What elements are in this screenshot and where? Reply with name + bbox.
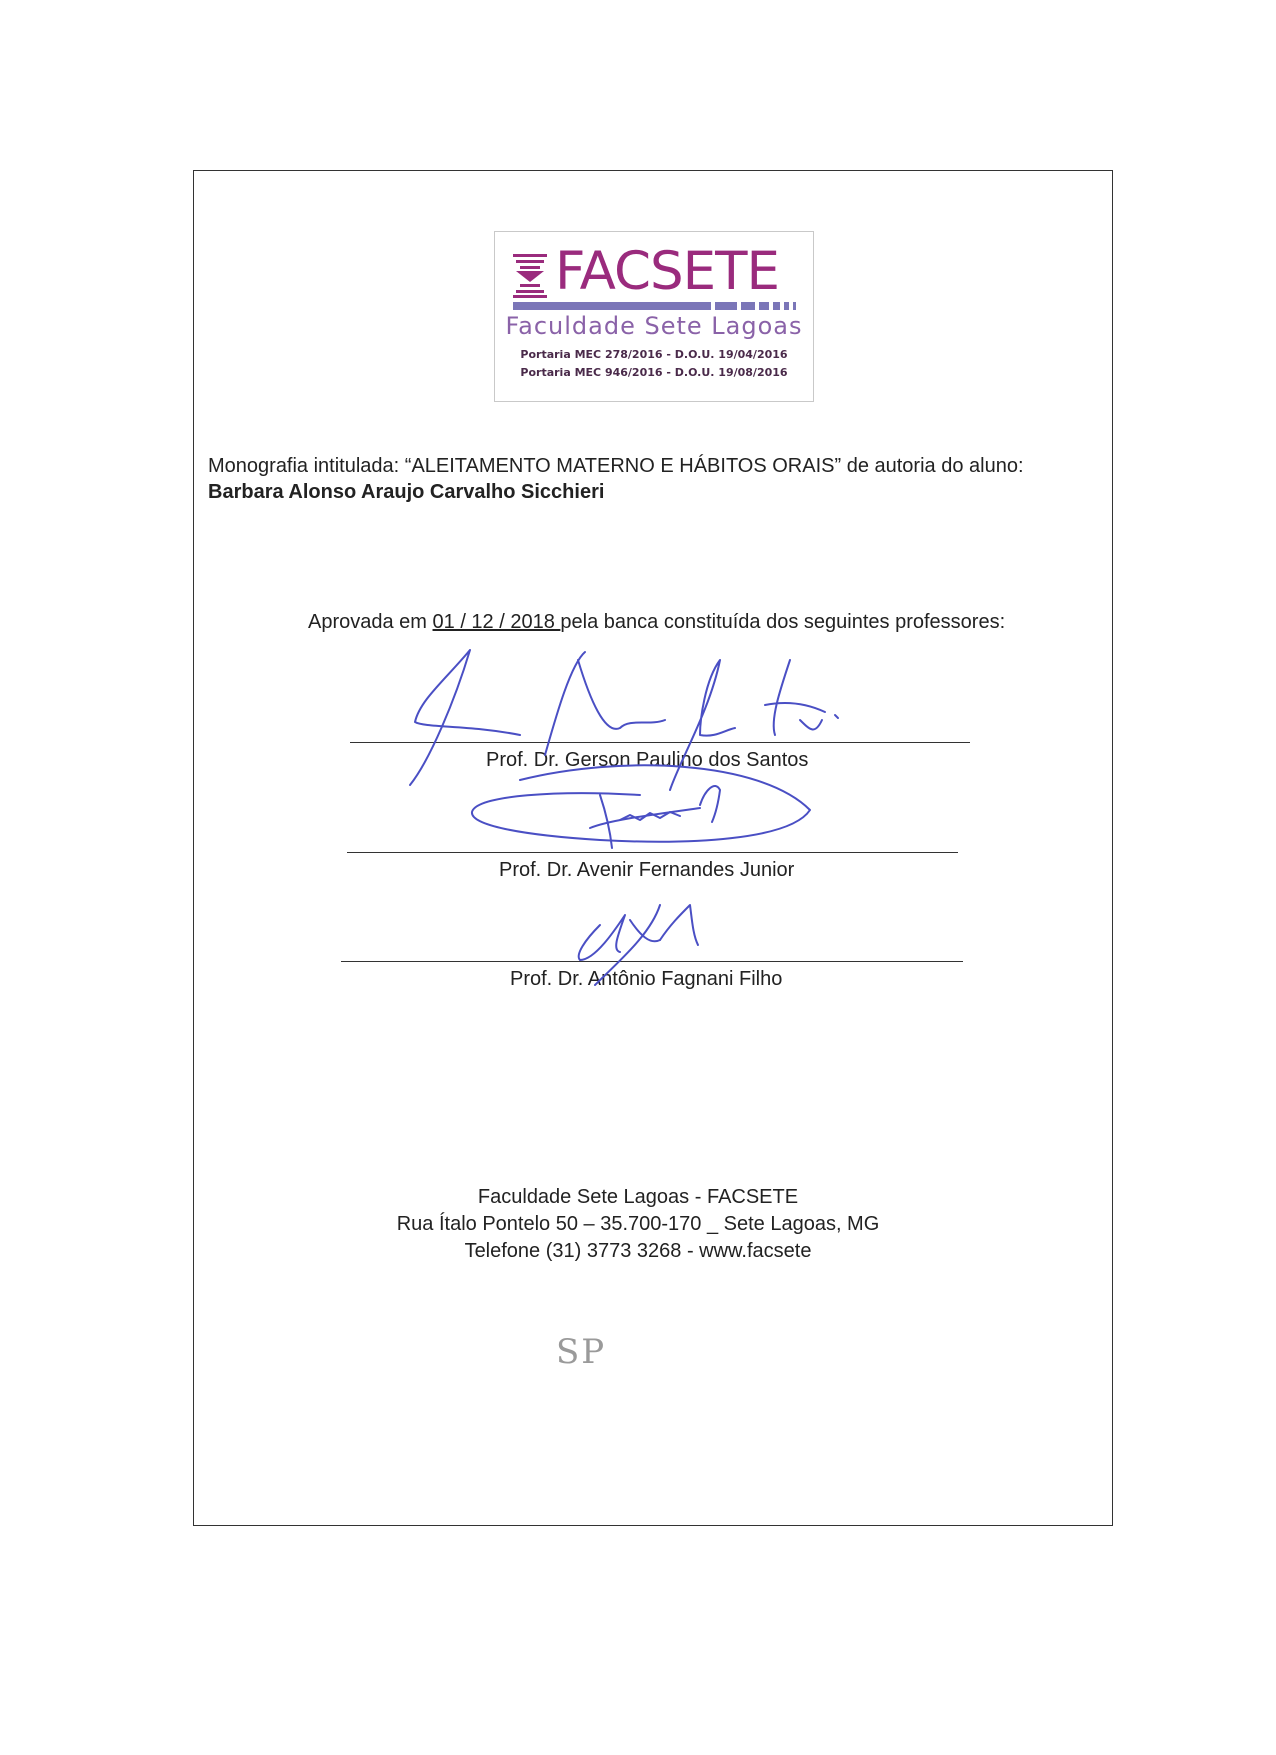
logo-portaria-2: Portaria MEC 946/2016 - D.O.U. 19/08/2016 bbox=[520, 366, 788, 379]
footer-institution: Faculdade Sete Lagoas - FACSETE bbox=[477, 1186, 799, 1208]
monograph-title-line: Monografia intitulada: “ALEITAMENTO MATERNO E HÁBITOS ORAIS” de autoria do aluno: bbox=[208, 455, 1024, 477]
signature-line-1 bbox=[350, 742, 970, 743]
signature-line-3 bbox=[341, 961, 963, 962]
logo-divider-bar bbox=[513, 302, 798, 310]
logo-subtitle: Faculdade Sete Lagoas bbox=[505, 312, 803, 340]
approval-date: 01 / 12 / 2018 bbox=[432, 611, 561, 633]
logo-portaria-1: Portaria MEC 278/2016 - D.O.U. 19/04/2016 bbox=[520, 348, 788, 361]
facsete-logo bbox=[494, 231, 814, 402]
handwritten-initials: SP bbox=[556, 1332, 607, 1372]
footer-phone: Telefone (31) 3773 3268 - www.facsete bbox=[464, 1240, 812, 1262]
facsete-emblem-icon bbox=[513, 254, 547, 298]
footer-address: Rua Ítalo Pontelo 50 – 35.700-170 _ Sete Lagoas, MG bbox=[396, 1213, 880, 1235]
author-name: Barbara Alonso Araujo Carvalho Sicchieri bbox=[208, 481, 605, 503]
committee-member-1: Prof. Dr. Gerson Paulino dos Santos bbox=[486, 749, 809, 771]
committee-member-2: Prof. Dr. Avenir Fernandes Junior bbox=[499, 859, 795, 881]
approval-suffix: pela banca constituída dos seguintes professores: bbox=[560, 611, 1006, 633]
approval-line bbox=[308, 611, 1005, 634]
signature-line-2 bbox=[347, 852, 958, 853]
committee-member-3: Prof. Dr. Antônio Fagnani Filho bbox=[510, 968, 783, 990]
approval-prefix: Aprovada em bbox=[308, 611, 433, 633]
logo-name: FACSETE bbox=[555, 241, 779, 302]
